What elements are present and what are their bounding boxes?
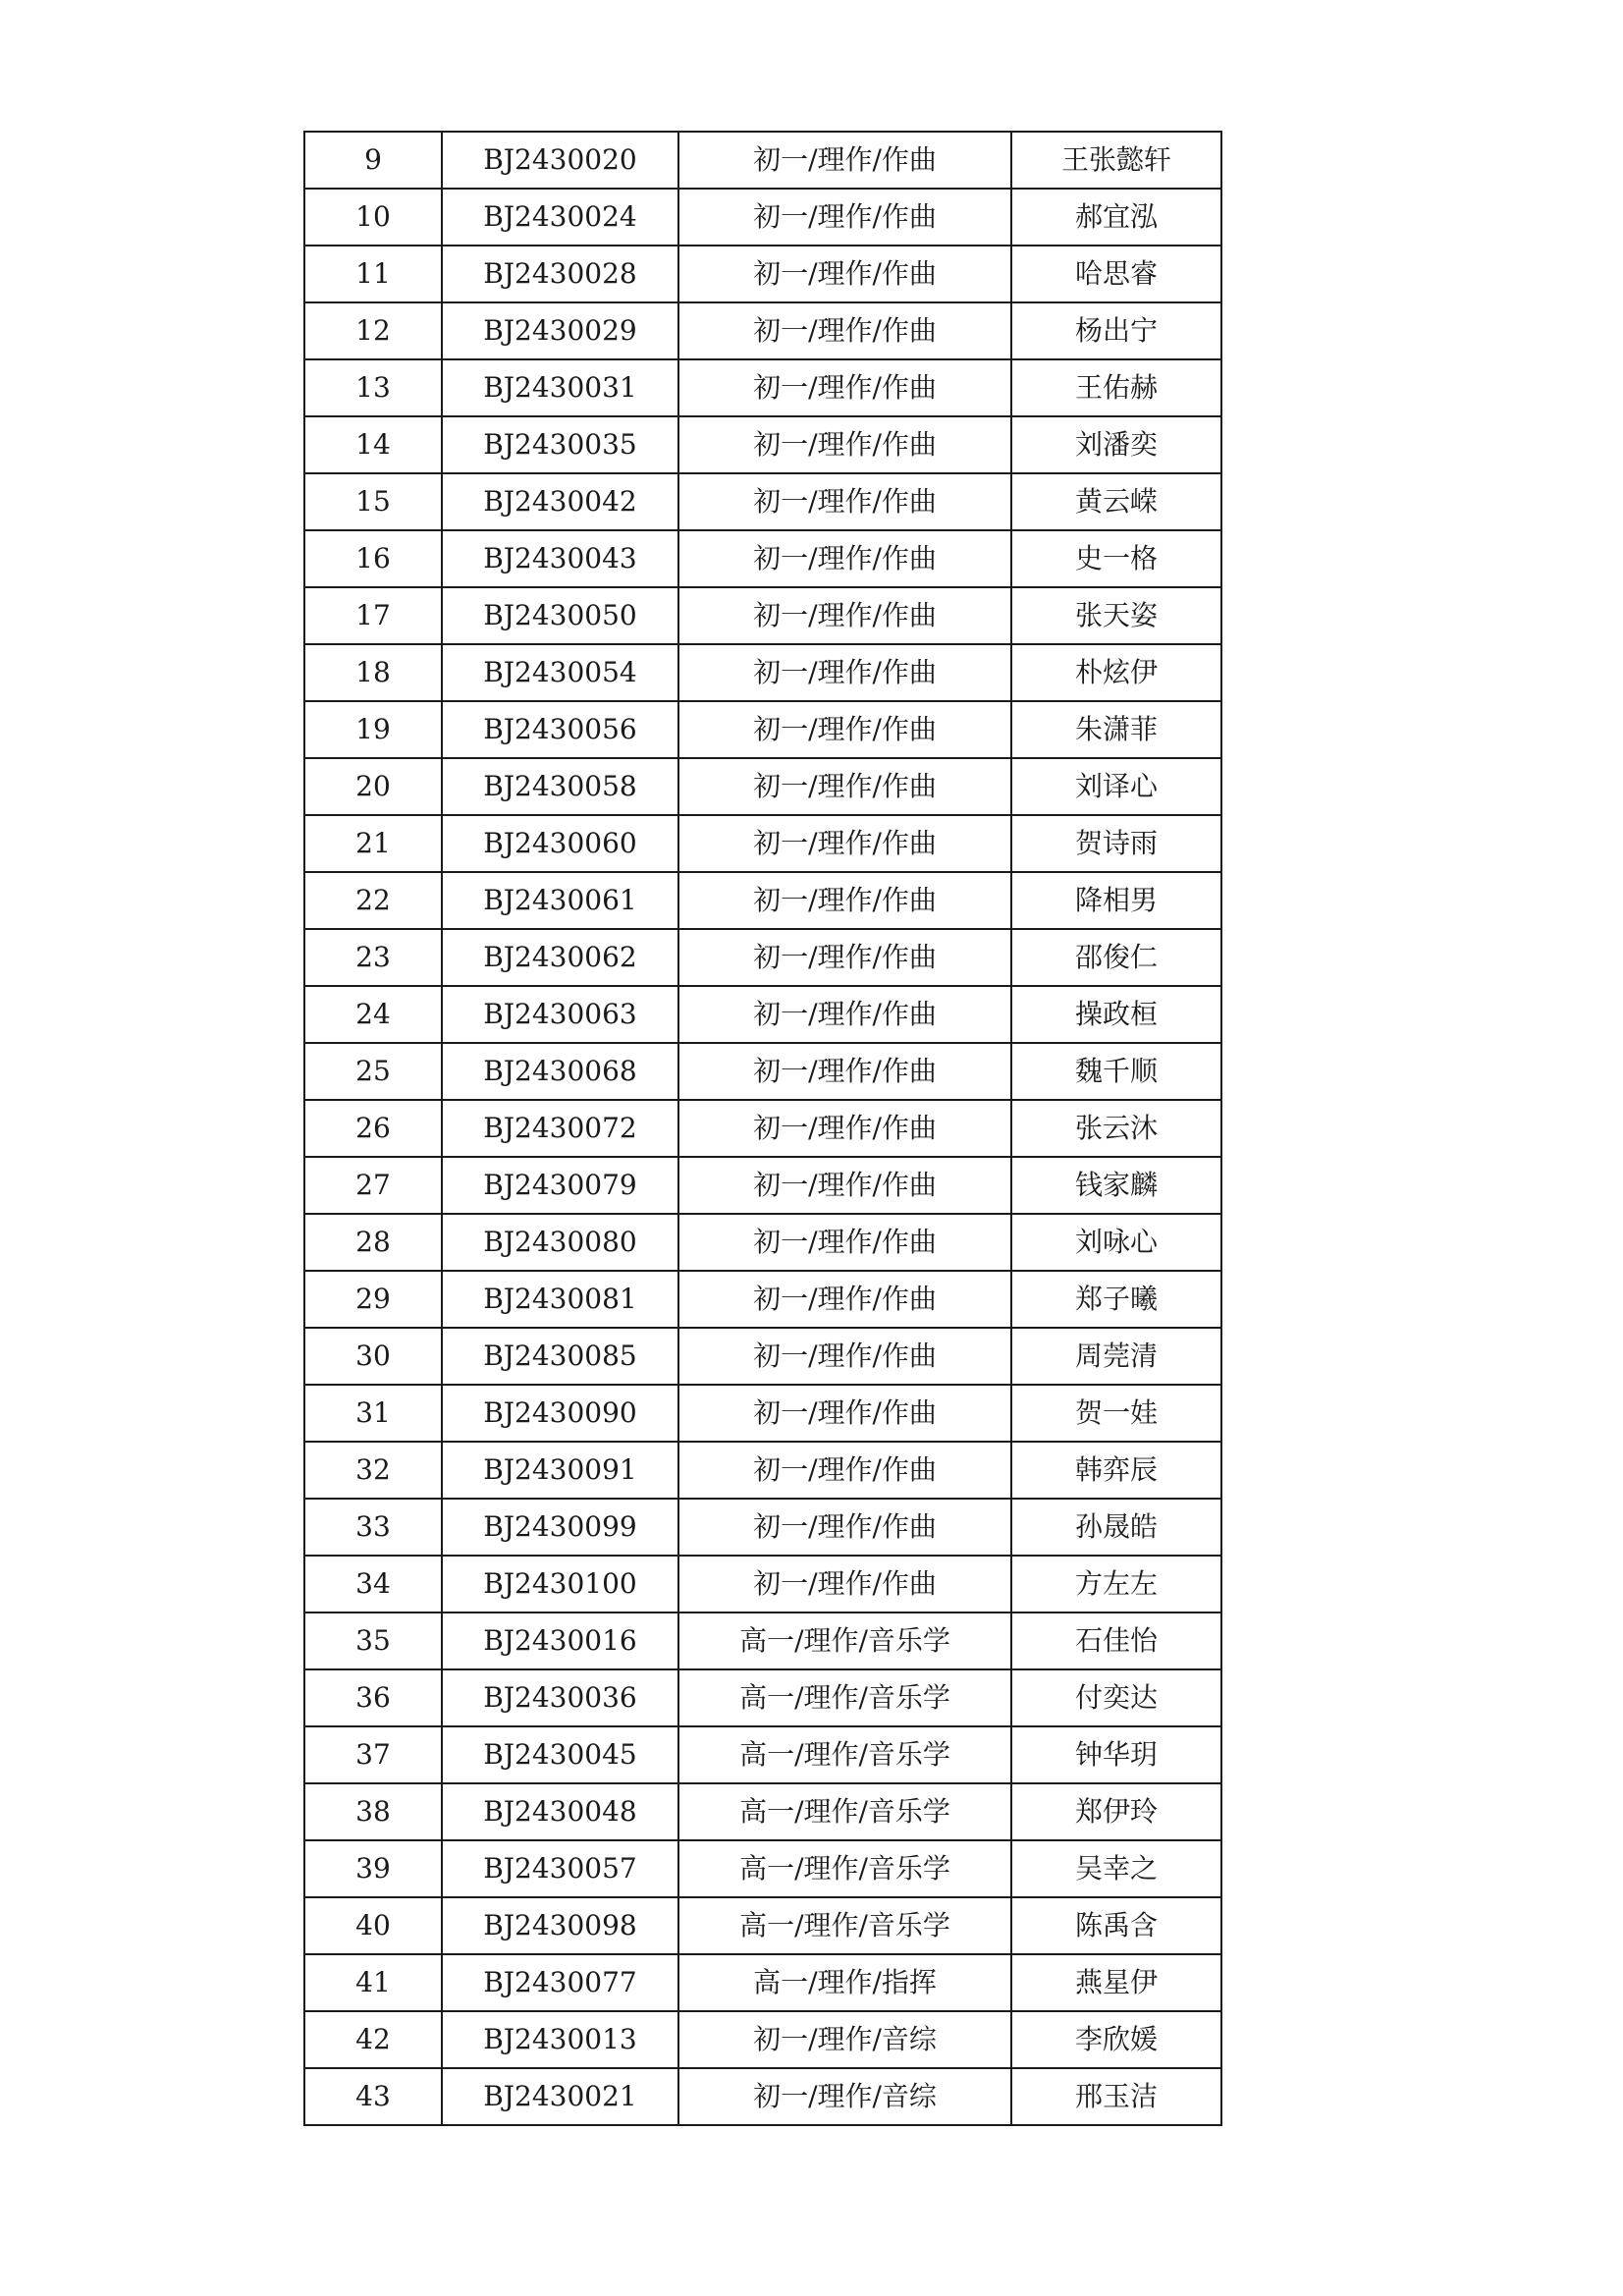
name-cell: 燕星伊 bbox=[1011, 1954, 1221, 2011]
table-row bbox=[304, 1043, 1221, 1100]
major-cell: 初一/理作/音综 bbox=[678, 2068, 1011, 2125]
name-cell: 钟华玥 bbox=[1011, 1726, 1221, 1783]
exam-id-cell: BJ2430100 bbox=[442, 1556, 678, 1613]
exam-id-cell: BJ2430031 bbox=[442, 359, 678, 416]
seq-cell: 37 bbox=[304, 1726, 442, 1783]
major-cell: 初一/理作/作曲 bbox=[678, 1100, 1011, 1157]
exam-id-cell: BJ2430028 bbox=[442, 246, 678, 302]
major-cell: 初一/理作/音综 bbox=[678, 2011, 1011, 2068]
exam-id-cell: BJ2430061 bbox=[442, 872, 678, 929]
exam-id-cell: BJ2430068 bbox=[442, 1043, 678, 1100]
seq-cell: 13 bbox=[304, 359, 442, 416]
table-row bbox=[304, 872, 1221, 929]
major-cell: 初一/理作/作曲 bbox=[678, 473, 1011, 530]
name-cell: 邢玉洁 bbox=[1011, 2068, 1221, 2125]
name-cell: 王佑赫 bbox=[1011, 359, 1221, 416]
major-cell: 高一/理作/音乐学 bbox=[678, 1613, 1011, 1669]
table-row bbox=[304, 2011, 1221, 2068]
name-cell: 张云沐 bbox=[1011, 1100, 1221, 1157]
exam-id-cell: BJ2430036 bbox=[442, 1669, 678, 1726]
table-row bbox=[304, 1840, 1221, 1897]
exam-id-cell: BJ2430079 bbox=[442, 1157, 678, 1214]
exam-id-cell: BJ2430020 bbox=[442, 132, 678, 189]
name-cell: 陈禹含 bbox=[1011, 1897, 1221, 1954]
name-cell: 刘潘奕 bbox=[1011, 416, 1221, 473]
seq-cell: 38 bbox=[304, 1783, 442, 1840]
major-cell: 初一/理作/作曲 bbox=[678, 359, 1011, 416]
seq-cell: 40 bbox=[304, 1897, 442, 1954]
exam-id-cell: BJ2430058 bbox=[442, 758, 678, 815]
seq-cell: 14 bbox=[304, 416, 442, 473]
seq-cell: 31 bbox=[304, 1385, 442, 1442]
exam-id-cell: BJ2430098 bbox=[442, 1897, 678, 1954]
exam-id-cell: BJ2430077 bbox=[442, 1954, 678, 2011]
name-cell: 刘咏心 bbox=[1011, 1214, 1221, 1271]
seq-cell: 11 bbox=[304, 246, 442, 302]
seq-cell: 36 bbox=[304, 1669, 442, 1726]
table-row bbox=[304, 1499, 1221, 1556]
table-row bbox=[304, 1613, 1221, 1669]
major-cell: 初一/理作/作曲 bbox=[678, 929, 1011, 986]
seq-cell: 12 bbox=[304, 302, 442, 359]
table-row bbox=[304, 815, 1221, 872]
table-row bbox=[304, 1100, 1221, 1157]
name-cell: 钱家麟 bbox=[1011, 1157, 1221, 1214]
seq-cell: 33 bbox=[304, 1499, 442, 1556]
table-row bbox=[304, 416, 1221, 473]
exam-id-cell: BJ2430081 bbox=[442, 1271, 678, 1328]
roster-table bbox=[303, 131, 1222, 2126]
exam-id-cell: BJ2430021 bbox=[442, 2068, 678, 2125]
seq-cell: 43 bbox=[304, 2068, 442, 2125]
major-cell: 初一/理作/作曲 bbox=[678, 132, 1011, 189]
exam-id-cell: BJ2430072 bbox=[442, 1100, 678, 1157]
exam-id-cell: BJ2430048 bbox=[442, 1783, 678, 1840]
major-cell: 高一/理作/音乐学 bbox=[678, 1726, 1011, 1783]
major-cell: 高一/理作/音乐学 bbox=[678, 1840, 1011, 1897]
table-row bbox=[304, 530, 1221, 587]
exam-id-cell: BJ2430043 bbox=[442, 530, 678, 587]
major-cell: 初一/理作/作曲 bbox=[678, 1442, 1011, 1499]
name-cell: 吴幸之 bbox=[1011, 1840, 1221, 1897]
major-cell: 初一/理作/作曲 bbox=[678, 530, 1011, 587]
major-cell: 初一/理作/作曲 bbox=[678, 1385, 1011, 1442]
seq-cell: 20 bbox=[304, 758, 442, 815]
name-cell: 郑子曦 bbox=[1011, 1271, 1221, 1328]
name-cell: 邵俊仁 bbox=[1011, 929, 1221, 986]
seq-cell: 28 bbox=[304, 1214, 442, 1271]
name-cell: 刘译心 bbox=[1011, 758, 1221, 815]
exam-id-cell: BJ2430080 bbox=[442, 1214, 678, 1271]
major-cell: 初一/理作/作曲 bbox=[678, 758, 1011, 815]
major-cell: 初一/理作/作曲 bbox=[678, 644, 1011, 701]
table-row bbox=[304, 1783, 1221, 1840]
major-cell: 初一/理作/作曲 bbox=[678, 1271, 1011, 1328]
name-cell: 朱潇菲 bbox=[1011, 701, 1221, 758]
exam-id-cell: BJ2430062 bbox=[442, 929, 678, 986]
seq-cell: 21 bbox=[304, 815, 442, 872]
exam-id-cell: BJ2430063 bbox=[442, 986, 678, 1043]
exam-id-cell: BJ2430029 bbox=[442, 302, 678, 359]
exam-id-cell: BJ2430024 bbox=[442, 189, 678, 246]
seq-cell: 25 bbox=[304, 1043, 442, 1100]
name-cell: 孙晟皓 bbox=[1011, 1499, 1221, 1556]
table-row bbox=[304, 189, 1221, 246]
name-cell: 哈思睿 bbox=[1011, 246, 1221, 302]
seq-cell: 35 bbox=[304, 1613, 442, 1669]
major-cell: 高一/理作/音乐学 bbox=[678, 1783, 1011, 1840]
major-cell: 初一/理作/作曲 bbox=[678, 701, 1011, 758]
exam-id-cell: BJ2430060 bbox=[442, 815, 678, 872]
table-row bbox=[304, 1954, 1221, 2011]
table-row bbox=[304, 246, 1221, 302]
exam-id-cell: BJ2430054 bbox=[442, 644, 678, 701]
major-cell: 初一/理作/作曲 bbox=[678, 1499, 1011, 1556]
seq-cell: 29 bbox=[304, 1271, 442, 1328]
name-cell: 张天姿 bbox=[1011, 587, 1221, 644]
name-cell: 操政桓 bbox=[1011, 986, 1221, 1043]
name-cell: 王张懿轩 bbox=[1011, 132, 1221, 189]
exam-id-cell: BJ2430016 bbox=[442, 1613, 678, 1669]
major-cell: 初一/理作/作曲 bbox=[678, 1328, 1011, 1385]
major-cell: 初一/理作/作曲 bbox=[678, 302, 1011, 359]
name-cell: 郑伊玲 bbox=[1011, 1783, 1221, 1840]
exam-id-cell: BJ2430050 bbox=[442, 587, 678, 644]
seq-cell: 17 bbox=[304, 587, 442, 644]
seq-cell: 39 bbox=[304, 1840, 442, 1897]
roster-table-body bbox=[304, 132, 1221, 2125]
exam-id-cell: BJ2430056 bbox=[442, 701, 678, 758]
seq-cell: 30 bbox=[304, 1328, 442, 1385]
exam-id-cell: BJ2430045 bbox=[442, 1726, 678, 1783]
major-cell: 初一/理作/作曲 bbox=[678, 1157, 1011, 1214]
name-cell: 韩弈辰 bbox=[1011, 1442, 1221, 1499]
major-cell: 初一/理作/作曲 bbox=[678, 1043, 1011, 1100]
major-cell: 初一/理作/作曲 bbox=[678, 1214, 1011, 1271]
seq-cell: 9 bbox=[304, 132, 442, 189]
table-row bbox=[304, 929, 1221, 986]
major-cell: 高一/理作/音乐学 bbox=[678, 1669, 1011, 1726]
table-row bbox=[304, 1157, 1221, 1214]
seq-cell: 19 bbox=[304, 701, 442, 758]
major-cell: 初一/理作/作曲 bbox=[678, 872, 1011, 929]
major-cell: 初一/理作/作曲 bbox=[678, 416, 1011, 473]
major-cell: 初一/理作/作曲 bbox=[678, 815, 1011, 872]
table-row bbox=[304, 1271, 1221, 1328]
major-cell: 初一/理作/作曲 bbox=[678, 986, 1011, 1043]
name-cell: 石佳怡 bbox=[1011, 1613, 1221, 1669]
name-cell: 郝宜泓 bbox=[1011, 189, 1221, 246]
table-row bbox=[304, 1328, 1221, 1385]
exam-id-cell: BJ2430042 bbox=[442, 473, 678, 530]
seq-cell: 15 bbox=[304, 473, 442, 530]
seq-cell: 27 bbox=[304, 1157, 442, 1214]
name-cell: 魏千顺 bbox=[1011, 1043, 1221, 1100]
name-cell: 周莞清 bbox=[1011, 1328, 1221, 1385]
major-cell: 初一/理作/作曲 bbox=[678, 246, 1011, 302]
table-row bbox=[304, 644, 1221, 701]
table-row bbox=[304, 701, 1221, 758]
exam-id-cell: BJ2430085 bbox=[442, 1328, 678, 1385]
table-row bbox=[304, 587, 1221, 644]
name-cell: 方左左 bbox=[1011, 1556, 1221, 1613]
table-row bbox=[304, 758, 1221, 815]
table-row bbox=[304, 132, 1221, 189]
seq-cell: 23 bbox=[304, 929, 442, 986]
seq-cell: 26 bbox=[304, 1100, 442, 1157]
name-cell: 史一格 bbox=[1011, 530, 1221, 587]
table-row bbox=[304, 1385, 1221, 1442]
table-row bbox=[304, 1442, 1221, 1499]
name-cell: 贺一娃 bbox=[1011, 1385, 1221, 1442]
seq-cell: 42 bbox=[304, 2011, 442, 2068]
seq-cell: 41 bbox=[304, 1954, 442, 2011]
exam-id-cell: BJ2430091 bbox=[442, 1442, 678, 1499]
table-row bbox=[304, 1214, 1221, 1271]
exam-id-cell: BJ2430099 bbox=[442, 1499, 678, 1556]
seq-cell: 10 bbox=[304, 189, 442, 246]
exam-id-cell: BJ2430013 bbox=[442, 2011, 678, 2068]
exam-id-cell: BJ2430057 bbox=[442, 1840, 678, 1897]
major-cell: 初一/理作/作曲 bbox=[678, 189, 1011, 246]
major-cell: 初一/理作/作曲 bbox=[678, 1556, 1011, 1613]
name-cell: 降相男 bbox=[1011, 872, 1221, 929]
exam-id-cell: BJ2430090 bbox=[442, 1385, 678, 1442]
name-cell: 黄云嵘 bbox=[1011, 473, 1221, 530]
seq-cell: 24 bbox=[304, 986, 442, 1043]
name-cell: 李欣媛 bbox=[1011, 2011, 1221, 2068]
seq-cell: 34 bbox=[304, 1556, 442, 1613]
table-row bbox=[304, 1897, 1221, 1954]
major-cell: 高一/理作/音乐学 bbox=[678, 1897, 1011, 1954]
table-row bbox=[304, 2068, 1221, 2125]
exam-id-cell: BJ2430035 bbox=[442, 416, 678, 473]
table-row bbox=[304, 359, 1221, 416]
table-row bbox=[304, 986, 1221, 1043]
major-cell: 高一/理作/指挥 bbox=[678, 1954, 1011, 2011]
seq-cell: 22 bbox=[304, 872, 442, 929]
table-row bbox=[304, 302, 1221, 359]
seq-cell: 32 bbox=[304, 1442, 442, 1499]
table-row bbox=[304, 1669, 1221, 1726]
name-cell: 贺诗雨 bbox=[1011, 815, 1221, 872]
name-cell: 朴炫伊 bbox=[1011, 644, 1221, 701]
table-row bbox=[304, 1726, 1221, 1783]
seq-cell: 16 bbox=[304, 530, 442, 587]
table-row bbox=[304, 473, 1221, 530]
name-cell: 付奕达 bbox=[1011, 1669, 1221, 1726]
seq-cell: 18 bbox=[304, 644, 442, 701]
table-row bbox=[304, 1556, 1221, 1613]
major-cell: 初一/理作/作曲 bbox=[678, 587, 1011, 644]
name-cell: 杨出宁 bbox=[1011, 302, 1221, 359]
